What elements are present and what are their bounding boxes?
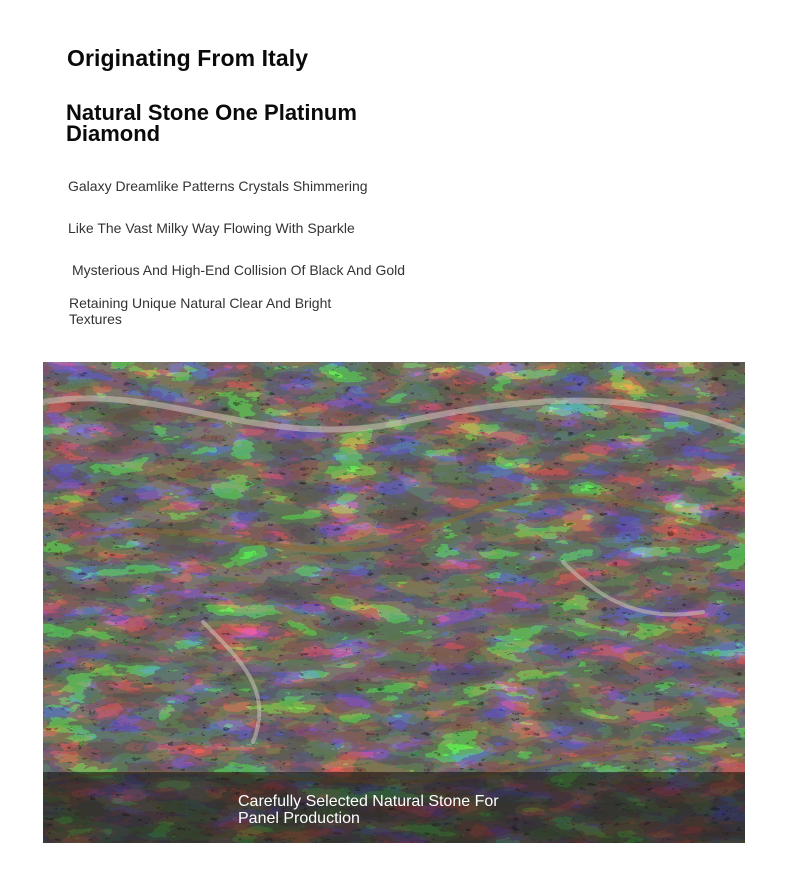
feature-line-milky-way: Like The Vast Milky Way Flowing With Sparkle <box>68 220 355 236</box>
stone-texture-image <box>43 362 745 843</box>
feature-line-black-gold: Mysterious And High-End Collision Of Black And Gold <box>72 262 406 278</box>
marble-texture-graphic <box>43 362 745 843</box>
feature-line-galaxy: Galaxy Dreamlike Patterns Crystals Shimmering <box>68 178 368 194</box>
origin-heading: Originating From Italy <box>67 45 309 71</box>
product-heading: Natural Stone One Platinum Diamond <box>66 100 357 146</box>
feature-line-textures: Retaining Unique Natural Clear And Bright Textures <box>69 295 332 327</box>
stone-caption: Carefully Selected Natural Stone For Panel Production <box>238 793 499 827</box>
